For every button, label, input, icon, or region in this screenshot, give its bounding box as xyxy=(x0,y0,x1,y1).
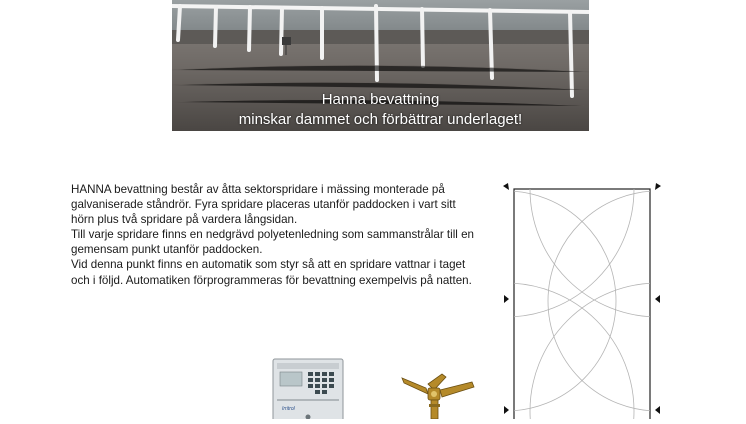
controller-brand-label: Irritrol xyxy=(282,406,295,412)
description-text xyxy=(71,182,481,288)
sprinkler-head-bottom-right xyxy=(655,406,660,414)
sprinkler-head-mid-left xyxy=(504,295,509,303)
sprinkler-head-bottom-left xyxy=(504,406,509,414)
paragraph-3: Vid denna punkt finns en automatik som styr så att en spridare vattnar i taget och i följd. Automatiken förprogrammeras för bevattning exempelvis på natten. xyxy=(71,258,472,287)
sprinkler-layout-diagram xyxy=(500,183,665,419)
sprinkler-icon xyxy=(398,370,478,419)
irrigation-controller-image xyxy=(272,358,344,419)
paddock-photo xyxy=(172,0,589,131)
coverage-diagram xyxy=(500,183,665,419)
sprinkler-head-top-right xyxy=(655,183,661,190)
photo-caption-line-1: Hanna bevattning xyxy=(321,91,440,108)
paragraph-1: HANNA bevattning består av åtta sektorspridare i mässing monterade på galvaniserade ståndrör. Fyra spridare placeras utanför paddocken i vart sitt hörn plus två spridare på vardera långsidan. xyxy=(71,183,456,227)
sprinkler-head-top-left xyxy=(503,183,509,190)
sprinkler-head-mid-right xyxy=(655,295,660,303)
controller-icon xyxy=(272,358,344,419)
photo-caption-line-2: minskar dammet och förbättrar underlaget! xyxy=(238,111,523,128)
sprinkler-image xyxy=(398,370,478,419)
paragraph-2: Till varje spridare finns en nedgrävd polyetenledning som sammanstrålar till en gemensam punkt utanför paddocken. xyxy=(71,228,474,257)
